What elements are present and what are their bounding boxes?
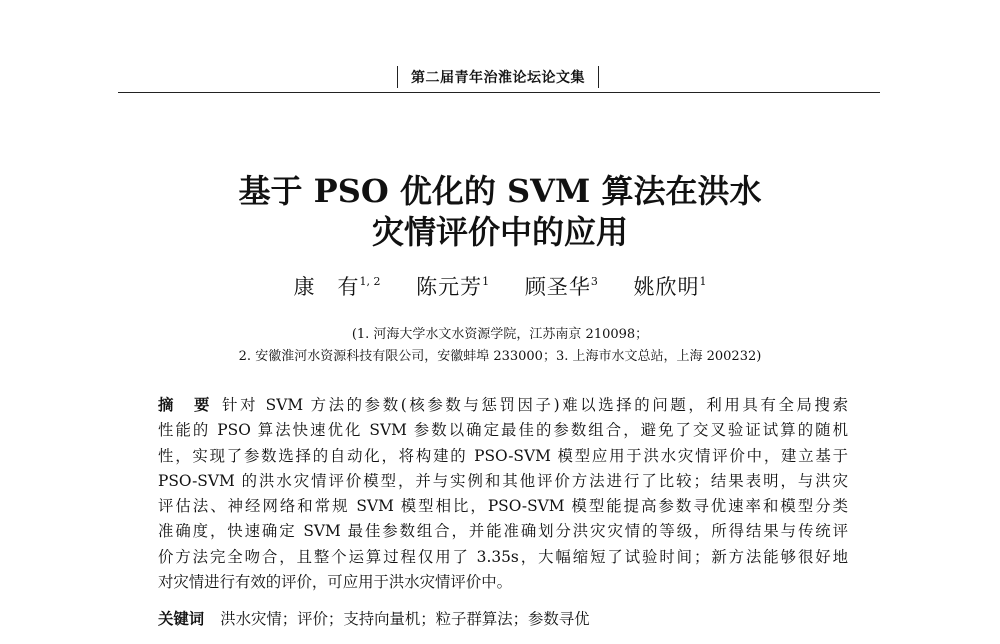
author-name: 陈元芳 <box>416 275 483 299</box>
keywords-label: 关键词 <box>158 610 205 628</box>
abstract-line: 准确度，快速确定 SVM 最佳参数组合，并能准确划分洪灾灾情的等级，所得结果与传统评 <box>158 522 848 541</box>
abstract-label: 摘 要 <box>158 396 213 414</box>
author-affil-mark: 3 <box>590 275 598 288</box>
author <box>293 275 380 299</box>
author-name: 顾圣华 <box>524 275 591 299</box>
abstract-line <box>158 393 848 418</box>
journal-header <box>397 66 599 88</box>
author-name: 康 有 <box>293 275 360 299</box>
abstract-text: 针对 SVM 方法的参数(核参数与惩罚因子)难以选择的问题，利用具有全局搜索 <box>222 396 848 414</box>
header-rule <box>118 92 880 93</box>
keywords-text: 洪水灾情；评价；支持向量机；粒子群算法；参数寻优 <box>220 610 590 628</box>
paper-title-line-1: 基于 PSO 优化的 SVM 算法在洪水 <box>238 172 762 210</box>
author-name: 姚欣明 <box>633 275 700 299</box>
paper-title-line-2: 灾情评价中的应用 <box>371 213 628 251</box>
author-affil-mark: 1 <box>482 275 490 288</box>
author-list <box>0 271 1000 301</box>
author <box>634 275 707 299</box>
abstract-line: PSO-SVM 的洪水灾情评价模型，并与实例和其他评价方法进行了比较；结果表明，与洪灾 <box>158 471 848 490</box>
keywords <box>158 607 848 632</box>
journal-name: 第二届青年治淮论坛论文集 <box>411 70 585 86</box>
author-affil-mark: 1 <box>699 275 707 288</box>
affiliation-line-1: (1. 河海大学水文水资源学院，江苏南京 210098； <box>351 327 649 342</box>
abstract <box>158 393 848 595</box>
affiliation-line-2: 2. 安徽淮河水资源科技有限公司，安徽蚌埠 233000；3. 上海市水文总站，上海 200232) <box>238 349 762 364</box>
abstract-line: 价方法完全吻合，且整个运算过程仅用了 3.35s，大幅缩短了试验时间；新方法能够很好地 <box>158 547 848 566</box>
author <box>416 275 489 299</box>
author-affil-mark: 1, 2 <box>359 275 381 288</box>
abstract-line: 对灾情进行有效的评价，可应用于洪水灾情评价中。 <box>158 573 512 592</box>
abstract-line: 评估法、神经网络和常规 SVM 模型相比，PSO-SVM 模型能提高参数寻优速率和模型分类 <box>158 497 848 516</box>
abstract-line: 性能的 PSO 算法快速优化 SVM 参数以确定最佳的参数组合，避免了交叉验证试算的随机 <box>158 421 848 440</box>
author <box>525 275 598 299</box>
abstract-line: 性，实现了参数选择的自动化，将构建的 PSO-SVM 模型应用于洪水灾情评价中，建立基于 <box>158 446 848 465</box>
